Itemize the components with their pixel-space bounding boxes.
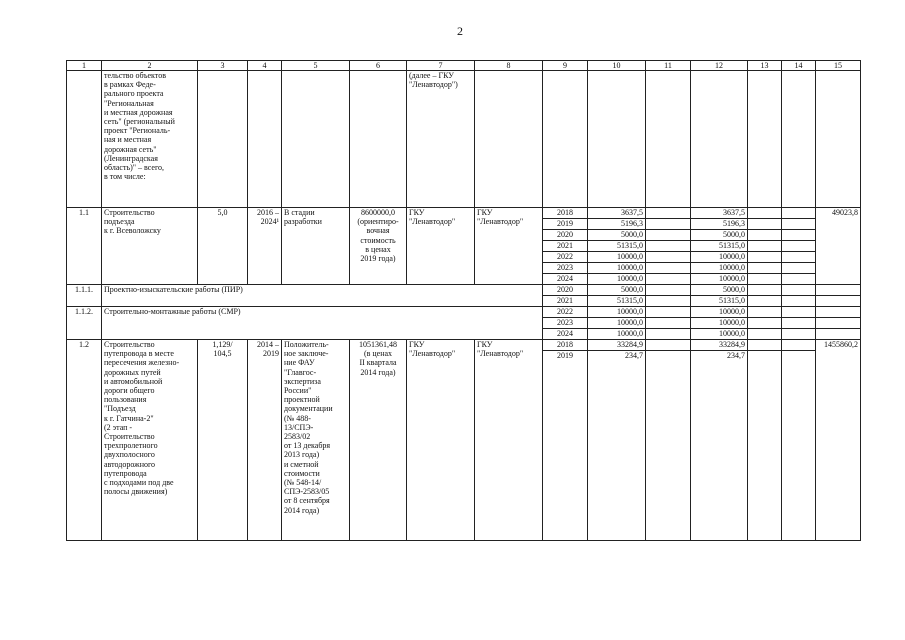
table-row	[67, 285, 861, 296]
customer: (далее – ГКУ "Ленавтодор")	[407, 71, 475, 208]
budget-cell: 5000,0	[691, 230, 748, 241]
budget-cell: 10000,0	[691, 318, 748, 329]
budget-cell: 10000,0	[691, 274, 748, 285]
year-cell: 2020	[543, 230, 588, 241]
year-cell: 2019	[543, 351, 588, 541]
year-cell: 2020	[543, 285, 588, 296]
total-cell: 5196,3	[588, 219, 646, 230]
year-cell: 2018	[543, 340, 588, 351]
page-number: 2	[457, 24, 463, 38]
column-number: 2	[102, 61, 198, 71]
budget-cell: 10000,0	[691, 263, 748, 274]
total-cell: 51315,0	[588, 296, 646, 307]
budget-cell: 5196,3	[691, 219, 748, 230]
capacity: 5,0	[198, 208, 248, 285]
total-cell: 5000,0	[588, 285, 646, 296]
total-cell: 10000,0	[588, 274, 646, 285]
column-number: 5	[282, 61, 350, 71]
total-cell: 10000,0	[588, 252, 646, 263]
col15-value: 1455860,2	[816, 340, 861, 541]
total-cell: 234,7	[588, 351, 646, 541]
year-cell: 2024	[543, 274, 588, 285]
year-cell: 2023	[543, 318, 588, 329]
developer: ГКУ "Ленавтодор"	[475, 208, 543, 285]
column-number: 10	[588, 61, 646, 71]
object-name: тельство объектов в рамках Феде- рального проекта "Региональная и местная дорожная сеть" (региональный проект "Региональ- ная и местная дорожная сеть" (Ленинградская область)" – всего, в том числе:	[102, 71, 198, 208]
budget-cell: 10000,0	[691, 252, 748, 263]
row-number: 1.1.1.	[67, 285, 102, 307]
column-number: 3	[198, 61, 248, 71]
budget-cell: 3637,5	[691, 208, 748, 219]
capacity: 1,129/ 104,5	[198, 340, 248, 541]
year-cell: 2021	[543, 296, 588, 307]
status: Положитель- ное заключе- ние ФАУ "Главгос- экспертиза России" проектной документации (№ 488- 13/СПЭ- 2583/02 от 13 декабря 2013 года) и сметной стоимости (№ 548-14/ СПЭ-2583/05 от 8 сентября 2014 года)	[282, 340, 350, 541]
column-number: 11	[646, 61, 691, 71]
year-cell: 2019	[543, 219, 588, 230]
total-cell: 10000,0	[588, 307, 646, 318]
year-cell: 2022	[543, 252, 588, 263]
column-number: 8	[475, 61, 543, 71]
estimated-cost: 8600000,0 (ориентиро- вочная стоимость в ценах 2019 года)	[350, 208, 407, 285]
total-cell: 5000,0	[588, 230, 646, 241]
row-number: 1.1.2.	[67, 307, 102, 340]
total-cell: 51315,0	[588, 241, 646, 252]
column-number-row	[67, 61, 861, 71]
total-cell: 3637,5	[588, 208, 646, 219]
work-type-label: Строительно-монтажные работы (СМР)	[102, 307, 543, 340]
object-name: Строительство путепровода в месте пересечения железно- дорожных путей и автомобильной дороги общего пользования "Подъезд к г. Гатчина-2" (2 этап - Строительство трехпролетного двухполосного автодорожного путепровода с подходами под две полосы движения)	[102, 340, 198, 541]
period: 2016 – 2024¹	[248, 208, 282, 285]
column-number: 12	[691, 61, 748, 71]
budget-cell: 51315,0	[691, 296, 748, 307]
estimated-cost: 1051361,48 (в ценах II квартала 2014 года)	[350, 340, 407, 541]
column-number: 13	[748, 61, 782, 71]
object-name: Строительство подъезда к г. Всеволожску	[102, 208, 198, 285]
customer: ГКУ "Ленавтодор"	[407, 340, 475, 541]
col15-value: 49023,8	[816, 208, 861, 285]
column-number: 15	[816, 61, 861, 71]
column-number: 6	[350, 61, 407, 71]
budget-cell: 33284,9	[691, 340, 748, 351]
column-number: 7	[407, 61, 475, 71]
total-cell: 10000,0	[588, 329, 646, 340]
table-row	[67, 71, 861, 208]
year-cell: 2021	[543, 241, 588, 252]
table-row	[67, 208, 861, 219]
period: 2014 – 2019	[248, 340, 282, 541]
budget-cell: 51315,0	[691, 241, 748, 252]
table-row	[67, 307, 861, 318]
total-cell: 10000,0	[588, 263, 646, 274]
year-cell: 2018	[543, 208, 588, 219]
investment-table	[66, 60, 861, 541]
table-row	[67, 340, 861, 351]
budget-cell: 5000,0	[691, 285, 748, 296]
developer: ГКУ "Ленавтодор"	[475, 340, 543, 541]
column-number: 9	[543, 61, 588, 71]
budget-cell: 10000,0	[691, 329, 748, 340]
year-cell: 2024	[543, 329, 588, 340]
total-cell: 10000,0	[588, 318, 646, 329]
year-cell: 2023	[543, 263, 588, 274]
total-cell: 33284,9	[588, 340, 646, 351]
year-cell: 2022	[543, 307, 588, 318]
row-number: 1.1	[67, 208, 102, 285]
budget-cell: 234,7	[691, 351, 748, 541]
column-number: 4	[248, 61, 282, 71]
status: В стадии разработки	[282, 208, 350, 285]
customer: ГКУ "Ленавтодор"	[407, 208, 475, 285]
work-type-label: Проектно-изыскательские работы (ПИР)	[102, 285, 543, 307]
column-number: 1	[67, 61, 102, 71]
budget-cell: 10000,0	[691, 307, 748, 318]
row-number: 1.2	[67, 340, 102, 541]
column-number: 14	[782, 61, 816, 71]
